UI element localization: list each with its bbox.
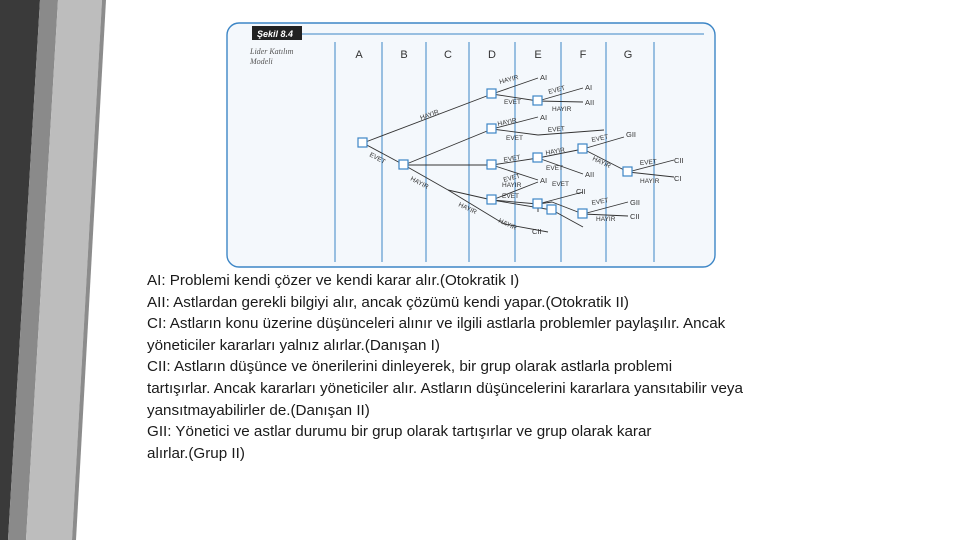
outcome-cii: CII (576, 187, 586, 196)
label-hayir: HAYIR (497, 217, 518, 233)
label-hayir: HAYIR (591, 155, 612, 171)
decorative-stripes (0, 0, 120, 540)
label-hayir: HAYIR (502, 182, 522, 189)
outcome-ci: CI (674, 174, 682, 183)
label-hayir: HAYIR (419, 108, 440, 122)
label-hayir: HAYIR (496, 117, 518, 128)
definition-gii-cont: alırlar.(Grup II) (147, 444, 245, 462)
outcome-ai: AI (585, 83, 593, 92)
outcome-ai: AI (540, 73, 548, 82)
model-title-line1: Lider Katılım (250, 47, 294, 56)
label-evet: EVET (639, 158, 658, 167)
definition-ci-cont: yöneticiler kararları yalnız alırlar.(Danışan I) (147, 336, 440, 354)
definition-cii-cont: tartışırlar. Ancak kararları yöneticiler alır. Astların düşüncelerini kararlara yansıtabilir veya (147, 379, 743, 397)
outcome-cii: CII (674, 156, 684, 165)
style-definitions (147, 270, 887, 464)
outcome-ai: AI (540, 176, 548, 185)
label-evet: EVET (502, 193, 519, 200)
label-hayir: HAYIR (596, 216, 616, 223)
column-header-c: C (444, 49, 452, 61)
definition-aii: AII: Astlardan gerekli bilgiyi alır, ancak çözümü kendi yapar.(Otokratik II) (147, 293, 629, 311)
definition-ci: CI: Astların konu üzerine düşünceleri alınır ve ilgili astlarla problemler paylaşılır. Ancak (147, 315, 726, 333)
outcome-cii: CII (630, 212, 640, 221)
outcome-ai: AI (540, 113, 548, 122)
label-hayir: HAYIR (545, 146, 566, 157)
outcome-aii: AII (585, 98, 595, 107)
label-hayir: HAYIR (409, 175, 430, 191)
label-hayir: HAYIR (457, 201, 478, 217)
label-hayir: HAYIR (498, 74, 520, 86)
label-evet: EVET (547, 125, 566, 134)
outcome-gii: GII (630, 198, 641, 207)
label-evet: EVET (368, 151, 387, 166)
figure-frame (227, 23, 715, 267)
label-evet: EVET (591, 197, 610, 207)
column-header-e: E (534, 49, 542, 61)
column-header-b: B (400, 49, 408, 61)
label-hayir: HAYIR (552, 106, 572, 113)
outcome-aii: AII (585, 170, 595, 179)
label-evet: EVET (506, 135, 523, 142)
definition-gii: GII: Yönetici ve astlar durumu bir grup olarak tartışırlar ve grup olarak karar (147, 423, 652, 441)
label-evet: EVET (547, 84, 566, 96)
definition-cii-cont2: yansıtmayabilirler de.(Danışan II) (147, 401, 370, 419)
definition-ai: AI: Problemi kendi çözer ve kendi karar alır.(Otokratik I) (147, 272, 520, 289)
label-evet: EVET (502, 172, 521, 184)
label-evet: EVET (546, 165, 563, 172)
column-header-g: G (623, 49, 633, 61)
model-title-line2: Modeli (250, 57, 273, 66)
figure-label: Şekil 8.4 (257, 29, 294, 39)
decision-tree-diagram (226, 22, 716, 268)
label-evet: EVET (503, 154, 522, 164)
outcome-cii: CII (532, 227, 542, 236)
label-hayir: HAYIR (640, 178, 660, 185)
outcome-gii: GII (626, 130, 637, 139)
label-evet: EVET (552, 181, 569, 188)
label-evet: EVET (590, 133, 610, 144)
column-header-a: A (355, 49, 363, 61)
leader-participation-figure (226, 22, 716, 268)
column-header-d: D (488, 49, 496, 61)
label-evet: EVET (504, 99, 521, 106)
definition-cii: CII: Astların düşünce ve önerilerini dinleyerek, bir grup olarak astlarla problemi (147, 358, 673, 376)
column-header-f: F (579, 49, 587, 61)
